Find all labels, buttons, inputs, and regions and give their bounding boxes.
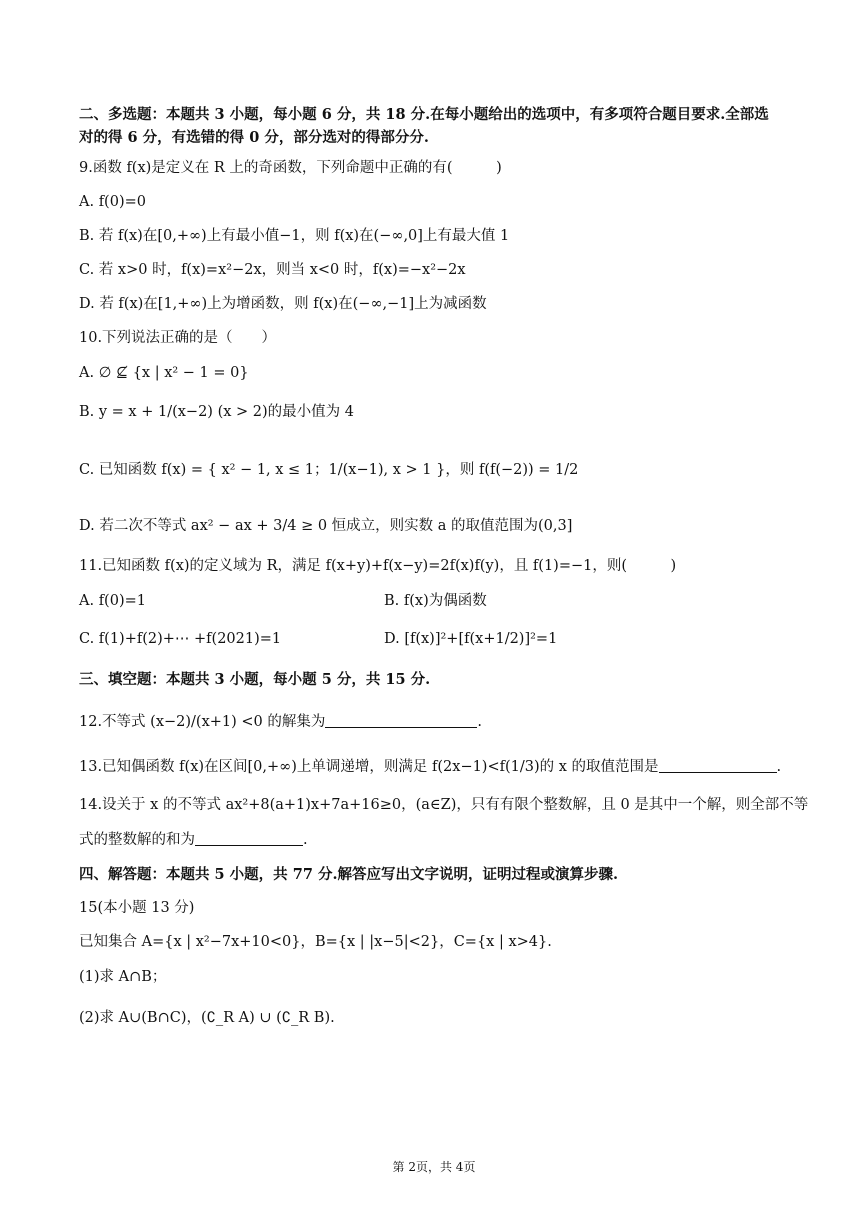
q9-stem: 9.函数 f(x)是定义在 R 上的奇函数，下列命题中正确的有( ) — [79, 160, 502, 176]
q14-text: 式的整数解的和为 — [79, 832, 195, 848]
q11-option-a: A. f(0)=1 — [79, 593, 146, 609]
q10-stem: 10.下列说法正确的是（ ） — [79, 330, 277, 346]
q10-option-d: D. 若二次不等式 ax² − ax + 3/4 ≥ 0 恒成立，则实数 a 的取值范围为(0,3] — [79, 518, 573, 534]
q9-option-b: B. 若 f(x)在[0,+∞)上有最小值−1，则 f(x)在(−∞,0]上有最大值 1 — [79, 228, 510, 244]
q14-end: . — [303, 832, 308, 848]
q9-option-a: A. f(0)=0 — [79, 194, 146, 210]
q9-option-d: D. 若 f(x)在[1,+∞)上为增函数，则 f(x)在(−∞,−1]上为减函数 — [79, 296, 487, 312]
q15-part1: (1)求 A∩B； — [79, 969, 167, 985]
q15-given: 已知集合 A={x | x²−7x+10<0}，B={x | |x−5|<2}，C={x | x>4}. — [79, 934, 552, 950]
section4-header: 四、解答题：本题共 5 小题，共 77 分.解答应写出文字说明，证明过程或演算步骤. — [79, 866, 619, 883]
q12-end: . — [477, 714, 482, 730]
q13-line — [79, 757, 781, 777]
q9-option-c: C. 若 x>0 时，f(x)=x²−2x，则当 x<0 时，f(x)=−x²−2x — [79, 262, 466, 278]
q13-end: . — [776, 759, 782, 775]
q11-stem: 11.已知函数 f(x)的定义域为 R，满足 f(x+y)+f(x−y)=2f(x)f(y)，且 f(1)=−1，则( ) — [79, 558, 677, 574]
q11-option-c: C. f(1)+f(2)+⋯ +f(2021)=1 — [79, 631, 282, 647]
q10-option-c: C. 已知函数 f(x) = { x² − 1, x ≤ 1；1/(x−1), x > 1 }，则 f(f(−2)) = 1/2 — [79, 462, 579, 478]
q12-answer-blank[interactable] — [325, 713, 477, 728]
q13-answer-blank[interactable] — [659, 758, 777, 773]
q14-line2 — [79, 830, 308, 850]
q10-option-a: A. ∅ ⊈ {x | x² − 1 = 0} — [79, 365, 249, 381]
page-footer: 第 2页，共 4页 — [392, 1160, 476, 1174]
q14-line1: 14.设关于 x 的不等式 ax²+8(a+1)x+7a+16≥0，(a∈Z)，只有有限个整数解，且 0 是其中一个解，则全部不等 — [79, 797, 809, 813]
q11-option-d: D. [f(x)]²+[f(x+1/2)]²=1 — [384, 631, 558, 647]
section3-header: 三、填空题：本题共 3 小题，每小题 5 分，共 15 分. — [79, 671, 431, 688]
q14-answer-blank[interactable] — [195, 831, 303, 846]
q12-text: 12.不等式 (x−2)/(x+1) <0 的解集为 — [79, 714, 326, 730]
section2-header-line1: 二、多选题：本题共 3 小题，每小题 6 分，共 18 分.在每小题给出的选项中，有多项符合题目要求.全部选 — [79, 106, 769, 123]
q13-text: 13.已知偶函数 f(x)在区间[0,+∞)上单调递增，则满足 f(2x−1)<f(1/3)的 x 的取值范围是 — [79, 759, 659, 775]
q15-title: 15(本小题 13 分) — [79, 900, 195, 916]
section2-header-line2: 对的得 6 分，有选错的得 0 分，部分选对的得部分分. — [79, 129, 429, 146]
q11-option-b: B. f(x)为偶函数 — [384, 593, 487, 609]
q12-line — [79, 712, 482, 732]
q15-part2: (2)求 A∪(B∩C)，(∁_R A) ∪ (∁_R B). — [79, 1010, 335, 1026]
q10-option-b: B. y = x + 1/(x−2) (x > 2)的最小值为 4 — [79, 404, 354, 420]
